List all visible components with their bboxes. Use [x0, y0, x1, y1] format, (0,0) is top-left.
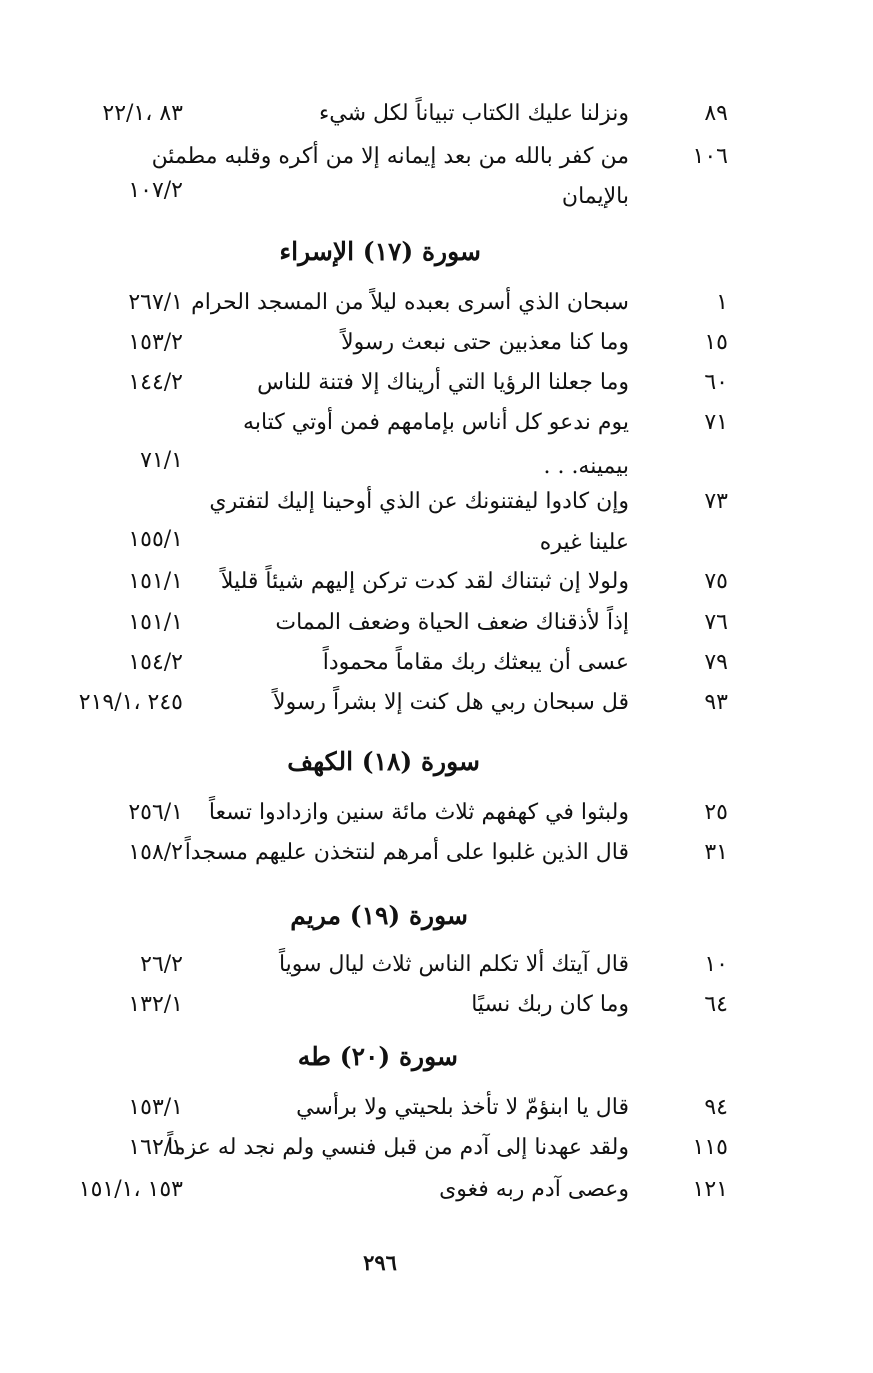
page-reference: ١٥١/١: [128, 610, 183, 635]
verse-text: من كفر بالله من بعد إيمانه إلا من أكره وقلبه مطمئن: [151, 144, 629, 169]
verse-text: ولقد عهدنا إلى آدم من قبل فنسي ولم نجد له عزماً: [167, 1135, 629, 1160]
page-reference: ١٥٤/٢: [128, 650, 183, 675]
verse-text: وعصى آدم ربه فغوى: [439, 1177, 629, 1202]
verse-number: ١٥: [704, 330, 728, 355]
verse-number: ٣١: [704, 840, 728, 865]
verse-text: سبحان الذي أسرى بعبده ليلاً من المسجد الحرام: [191, 290, 629, 315]
verse-text: وما كان ربك نسيًا: [471, 992, 629, 1017]
verse-text: ولولا إن ثبتناك لقد كدت تركن إليهم شيئاً قليلاً: [220, 569, 629, 594]
verse-text: وما جعلنا الرؤيا التي أريناك إلا فتنة للناس: [257, 370, 629, 395]
page-reference: ٢٥٦/١: [128, 800, 183, 825]
verse-number: ٢٥: [704, 800, 728, 825]
page-reference: ١٥٣/٢: [128, 330, 183, 355]
page-reference: ١٦٢/١: [128, 1135, 183, 1160]
verse-text: وإن كادوا ليفتنونك عن الذي أوحينا إليك لتفتري: [209, 489, 629, 514]
verse-number: ١٠: [704, 952, 728, 977]
verse-text: يوم ندعو كل أناس بإمامهم فمن أوتي كتابه: [243, 410, 629, 435]
page-reference: ٢٦/٢: [140, 952, 183, 977]
verse-text: عسى أن يبعثك ربك مقاماً محموداً: [322, 650, 629, 675]
page-reference: ٨٣ ،٢٢/١: [102, 101, 183, 126]
page-reference: ١٤٤/٢: [128, 370, 183, 395]
verse-text: قال يا ابنؤمّ لا تأخذ بلحيتي ولا برأسي: [296, 1095, 629, 1120]
verse-text: قل سبحان ربي هل كنت إلا بشراً رسولاً: [273, 690, 629, 715]
verse-number: ٨٩: [704, 101, 728, 126]
verse-number: ١٠٦: [692, 144, 728, 169]
verse-number: ١٢١: [692, 1177, 728, 1202]
page-reference: ١٥٨/٢: [128, 840, 183, 865]
surah-heading: سورة (١٨) الكهف: [287, 747, 480, 776]
surah-heading: سورة (١٧) الإسراء: [279, 237, 481, 266]
surah-heading: سورة (١٩) مريم: [290, 901, 468, 930]
page-reference: ١٥٥/١: [128, 527, 183, 552]
verse-text-continuation: بيمينه. . .: [543, 454, 629, 479]
page-reference: ٧١/١: [140, 448, 183, 473]
verse-text: ونزلنا عليك الكتاب تبياناً لكل شيء: [318, 101, 629, 126]
page-reference: ٢٦٧/١: [128, 290, 183, 315]
surah-heading: سورة (٢٠) طه: [297, 1042, 458, 1071]
verse-number: ٧٥: [704, 569, 728, 594]
page-reference: ٢٤٥ ،٢١٩/١: [78, 690, 183, 715]
verse-number: ٧٩: [704, 650, 728, 675]
verse-text: وما كنا معذبين حتى نبعث رسولاً: [341, 330, 629, 355]
verse-number: ٧٣: [704, 489, 728, 514]
verse-number: ٩٣: [704, 690, 728, 715]
verse-text: قال آيتك ألا تكلم الناس ثلاث ليال سوياً: [278, 952, 629, 977]
verse-text-continuation: علينا غيره: [539, 530, 629, 555]
verse-text: قال الذين غلبوا على أمرهم لنتخذن عليهم مسجداً: [184, 840, 629, 865]
page-reference: ١٥٣ ،١٥١/١: [78, 1177, 183, 1202]
verse-number: ٦٤: [704, 992, 728, 1017]
page-number: ٢٩٦: [363, 1250, 397, 1275]
verse-number: ٧١: [704, 410, 728, 435]
verse-number: ٩٤: [704, 1095, 728, 1120]
verse-text-continuation: بالإيمان: [561, 184, 629, 209]
verse-text: ولبثوا في كهفهم ثلاث مائة سنين وازدادوا تسعاً: [208, 800, 629, 825]
verse-number: ١: [716, 290, 728, 315]
verse-number: ٦٠: [704, 370, 728, 395]
verse-number: ١١٥: [692, 1135, 728, 1160]
verse-text: إذاً لأذقناك ضعف الحياة وضعف الممات: [275, 610, 629, 635]
verse-number: ٧٦: [704, 610, 728, 635]
page-reference: ١٠٧/٢: [128, 178, 183, 203]
page-reference: ١٣٢/١: [128, 992, 183, 1017]
page-reference: ١٥١/١: [128, 569, 183, 594]
page-reference: ١٥٣/١: [128, 1095, 183, 1120]
